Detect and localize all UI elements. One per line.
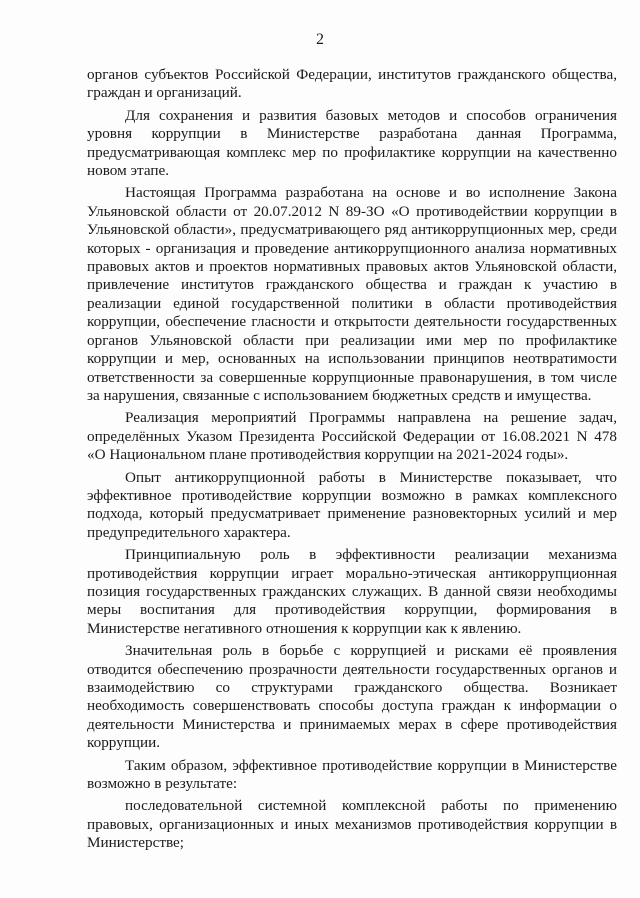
paragraph-1: органов субъектов Российской Федерации, институтов гражданского общества, граждан и организаций. (87, 66, 617, 102)
paragraph-6: Принципиальную роль в эффективности реализации механизма противодействия коррупции играет морально-этическая антикоррупционная позиция государственных гражданских служащих. В данной связи необходимы меры воспитания для противодействия коррупции, формирования в Министерстве негативного отношения к коррупции как к явлению. (87, 546, 617, 637)
paragraph-3: Настоящая Программа разработана на основе и во исполнение Закона Ульяновской области от 20.07.2012 N 89-ЗО «О противодействии коррупции в Ульяновской области», предусматривающего ряд антикоррупционных мер, среди которых - организация и проведение антикоррупционного анализа нормативных правовых актов и проектов нормативных правовых актов Ульяновской области, привлечение институтов гражданского общества и граждан к участию в реализации единой государственной политики в области противодействия коррупции, обеспечение гласности и открытости деятельности государственных органов Ульяновской области при реализации ими мер по профилактике коррупции и мер, основанных на использовании принципов неотвратимости ответственности за совершенные коррупционные правонарушения, в том числе за нарушения, связанные с использованием бюджетных средств и имущества. (87, 184, 617, 404)
page-number: 2 (316, 31, 324, 48)
paragraph-9: последовательной системной комплексной работы по применению правовых, организационных и иных механизмов противодействия коррупции в Министерстве; (87, 797, 617, 852)
paragraph-2: Для сохранения и развития базовых методов и способов ограничения уровня коррупции в Министерстве разработана данная Программа, предусматривающая комплекс мер по профилактике коррупции на качественно новом этапе. (87, 106, 617, 180)
paragraph-4: Реализация мероприятий Программы направлена на решение задач, определённых Указом Президента Российской Федерации от 16.08.2021 N 478 «О Национальном плане противодействия коррупции на 2021-2024 годы». (87, 409, 617, 464)
paragraph-7: Значительная роль в борьбе с коррупцией и рисками её проявления отводится обеспечению прозрачности деятельности государственных органов и взаимодействию со структурами гражданского общества. Возникает необходимость совершенствовать способы доступа граждан к информации о деятельности Министерства и принимаемых мерах в сфере противодействия коррупции. (87, 642, 617, 752)
document-body (87, 66, 617, 853)
paragraph-5: Опыт антикоррупционной работы в Министерстве показывает, что эффективное противодействие коррупции возможно в рамках комплексного подхода, который предусматривает применение разновекторных усилий и мер предупредительного характера. (87, 468, 617, 541)
paragraph-8: Таким образом, эффективное противодействие коррупции в Министерстве возможно в результате: (87, 756, 617, 793)
